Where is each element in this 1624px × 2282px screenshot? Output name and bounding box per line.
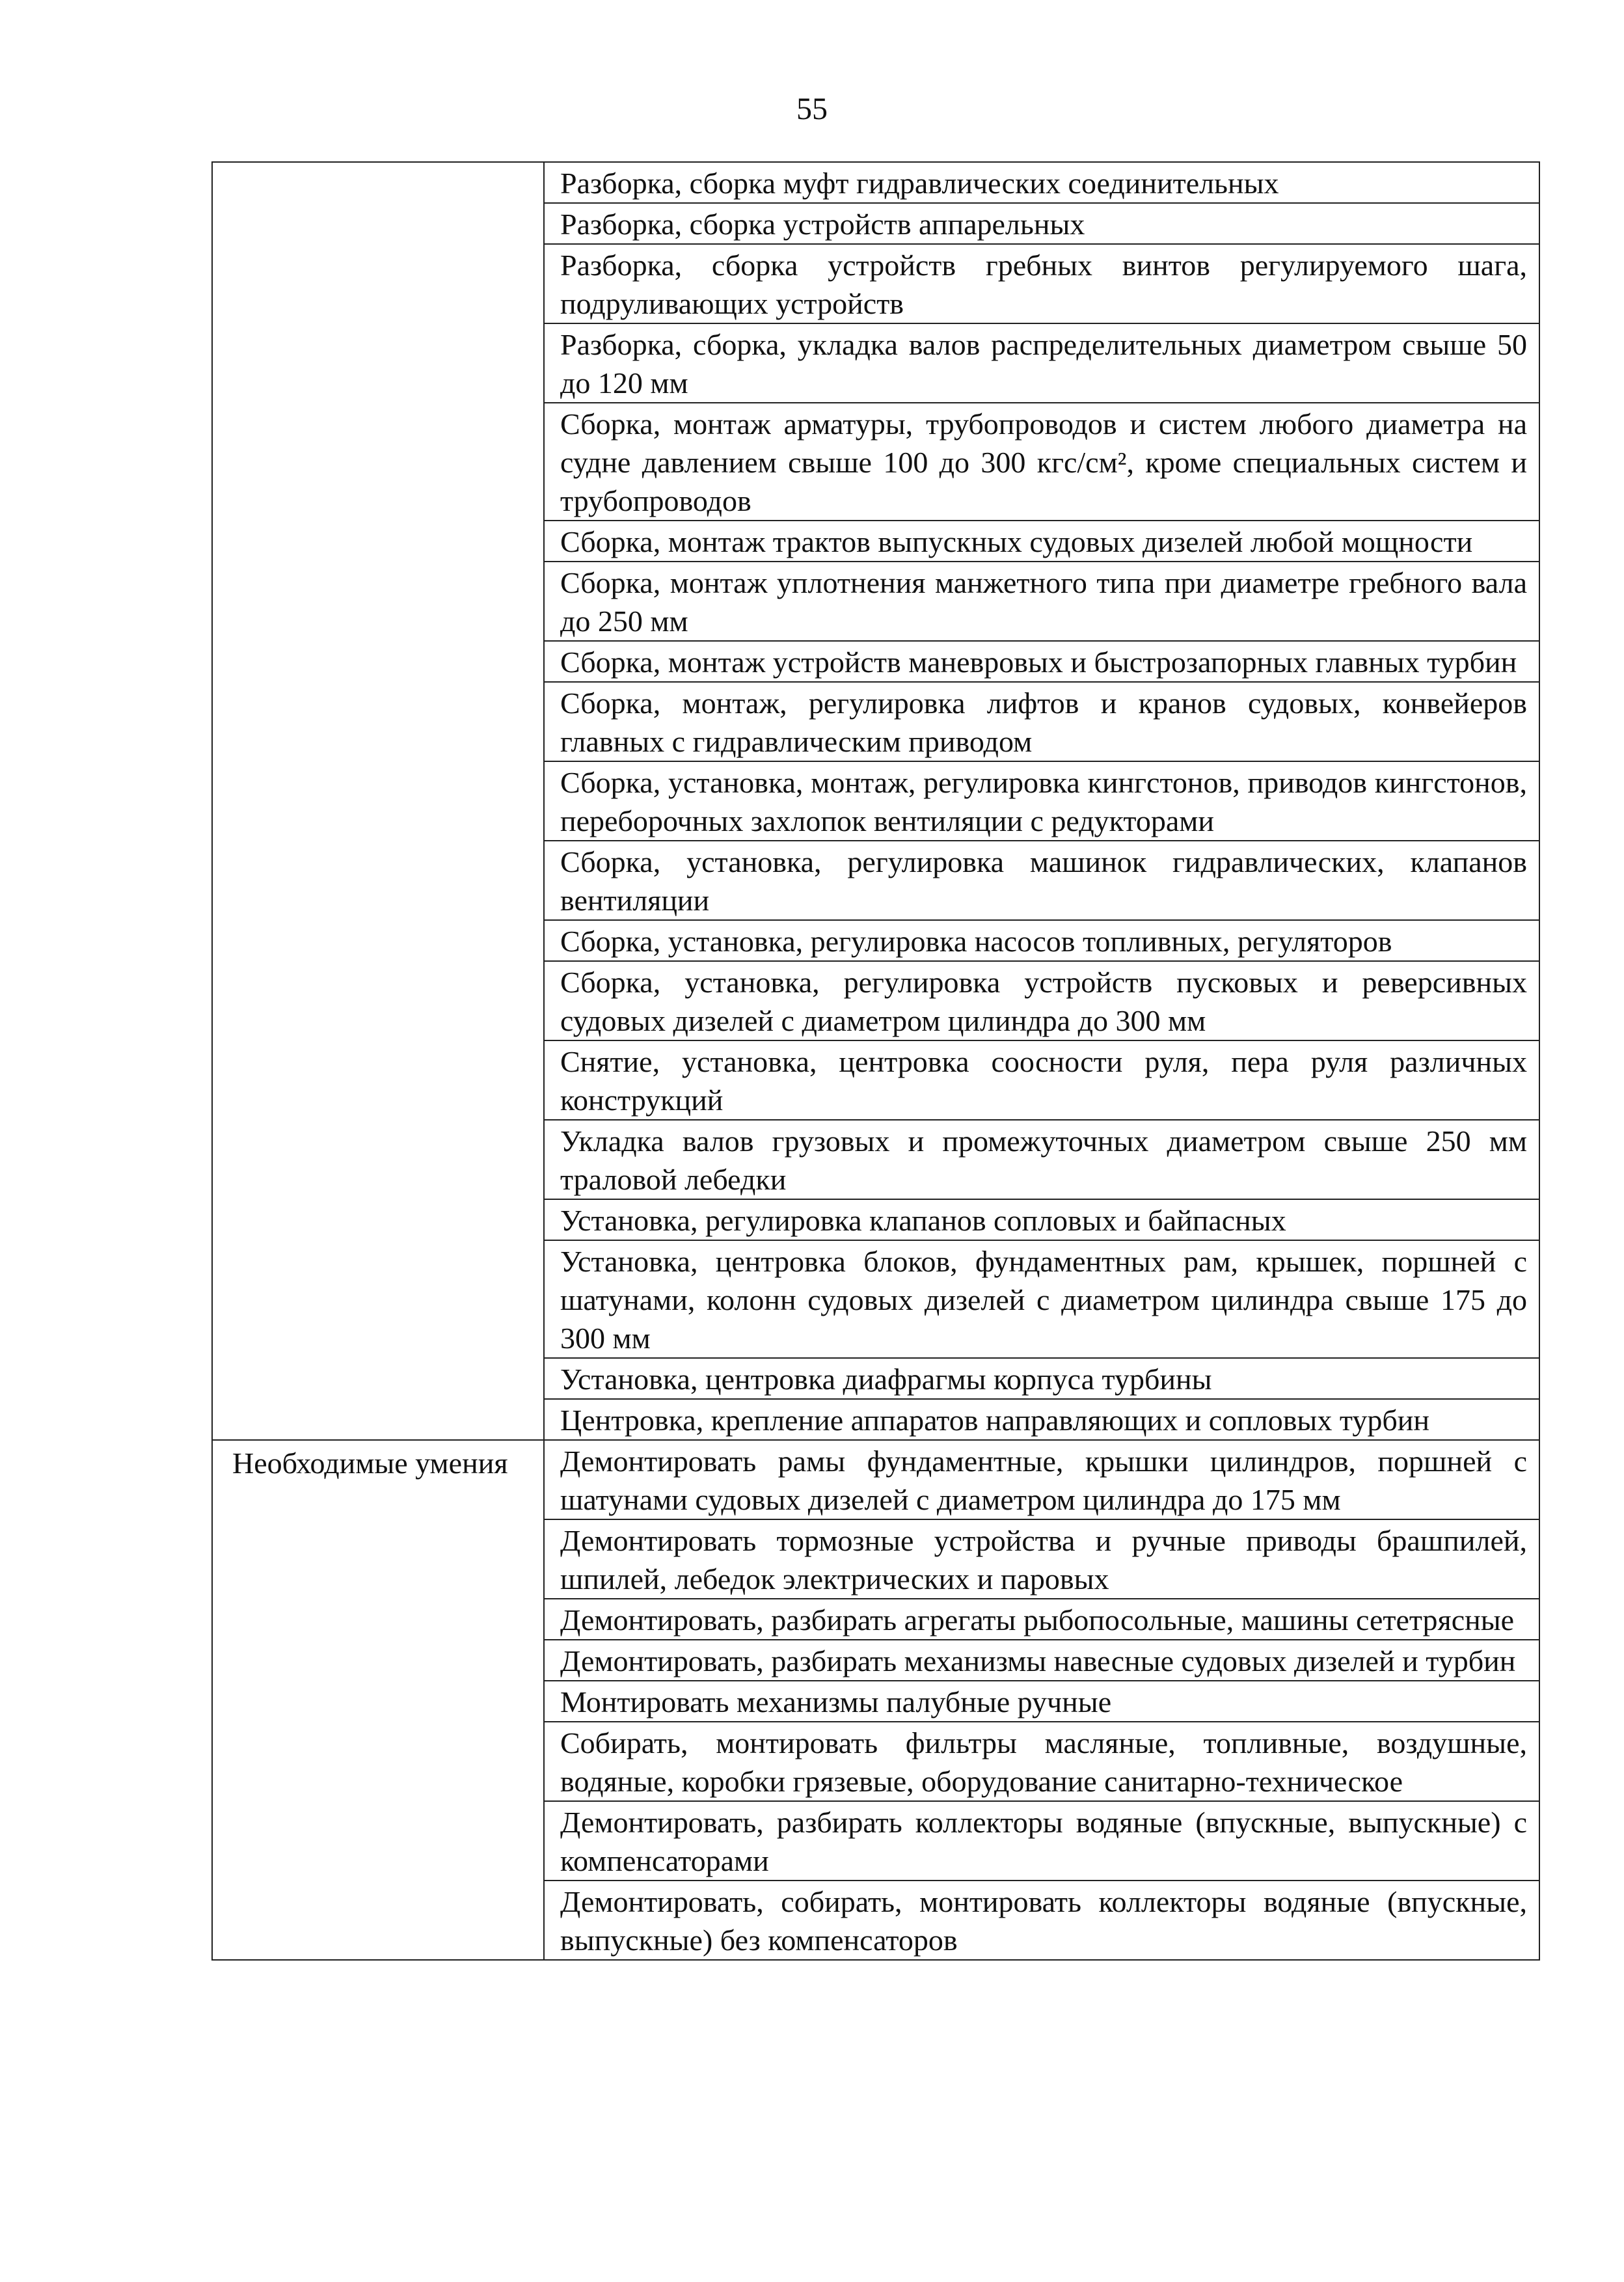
competency-table	[211, 161, 1540, 1961]
table-cell-item: Установка, центровка диафрагмы корпуса турбины	[544, 1358, 1539, 1399]
table-cell-item: Установка, регулировка клапанов сопловых и байпасных	[544, 1199, 1539, 1240]
table-cell-item: Сборка, монтаж устройств маневровых и быстрозапорных главных турбин	[544, 641, 1539, 682]
table-cell-item: Сборка, установка, регулировка насосов топливных, регуляторов	[544, 920, 1539, 961]
page-number: 55	[796, 92, 828, 126]
table-cell-item: Центровка, крепление аппаратов направляющих и сопловых турбин	[544, 1399, 1539, 1440]
table-cell-item: Разборка, сборка устройств гребных винтов регулируемого шага, подруливающих устройств	[544, 244, 1539, 323]
table-cell-item: Разборка, сборка муфт гидравлических соединительных	[544, 162, 1539, 203]
table-cell-item: Укладка валов грузовых и промежуточных диаметром свыше 250 мм траловой лебедки	[544, 1120, 1539, 1199]
table-cell-item: Установка, центровка блоков, фундаментных рам, крышек, поршней с шатунами, колонн судовых дизелей с диаметром цилиндра свыше 175 до 300 мм	[544, 1240, 1539, 1358]
section-label: Необходимые умения	[212, 1440, 544, 1960]
table-cell-item: Сборка, установка, регулировка машинок гидравлических, клапанов вентиляции	[544, 841, 1539, 920]
table-cell-item: Демонтировать, разбирать агрегаты рыбопосольные, машины сететрясные	[544, 1599, 1539, 1640]
table-cell-item: Собирать, монтировать фильтры масляные, топливные, воздушные, водяные, коробки грязевые, оборудование санитарно-техническое	[544, 1722, 1539, 1801]
competency-table-body	[212, 162, 1539, 1960]
table-row	[212, 1440, 1539, 1519]
table-cell-item: Демонтировать, разбирать механизмы навесные судовых дизелей и турбин	[544, 1640, 1539, 1681]
table-cell-item: Разборка, сборка устройств аппарельных	[544, 203, 1539, 244]
table-cell-item: Демонтировать рамы фундаментные, крышки цилиндров, поршней с шатунами судовых дизелей с диаметром цилиндра до 175 мм	[544, 1440, 1539, 1519]
table-row	[212, 162, 1539, 203]
section-label-empty	[212, 162, 544, 1440]
table-cell-item: Сборка, установка, регулировка устройств пусковых и реверсивных судовых дизелей с диаметром цилиндра до 300 мм	[544, 961, 1539, 1040]
table-cell-item: Демонтировать тормозные устройства и ручные приводы брашпилей, шпилей, лебедок электрических и паровых	[544, 1519, 1539, 1599]
table-cell-item: Сборка, монтаж уплотнения манжетного типа при диаметре гребного вала до 250 мм	[544, 562, 1539, 641]
table-cell-item: Демонтировать, собирать, монтировать коллекторы водяные (впускные, выпускные) без компенсаторов	[544, 1881, 1539, 1960]
table-cell-item: Сборка, монтаж, регулировка лифтов и кранов судовых, конвейеров главных с гидравлическим приводом	[544, 682, 1539, 761]
table-cell-item: Разборка, сборка, укладка валов распределительных диаметром свыше 50 до 120 мм	[544, 323, 1539, 403]
table-cell-item: Сборка, монтаж трактов выпускных судовых дизелей любой мощности	[544, 521, 1539, 562]
table-cell-item: Снятие, установка, центровка соосности руля, пера руля различных конструкций	[544, 1040, 1539, 1120]
table-cell-item: Монтировать механизмы палубные ручные	[544, 1681, 1539, 1722]
table-cell-item: Демонтировать, разбирать коллекторы водяные (впускные, выпускные) с компенсаторами	[544, 1801, 1539, 1881]
table-cell-item: Сборка, монтаж арматуры, трубопроводов и систем любого диаметра на судне давлением свыше 100 до 300 кгс/см², кроме специальных систем и трубопроводов	[544, 403, 1539, 521]
table-cell-item: Сборка, установка, монтаж, регулировка кингстонов, приводов кингстонов, переборочных захлопок вентиляции с редукторами	[544, 761, 1539, 841]
